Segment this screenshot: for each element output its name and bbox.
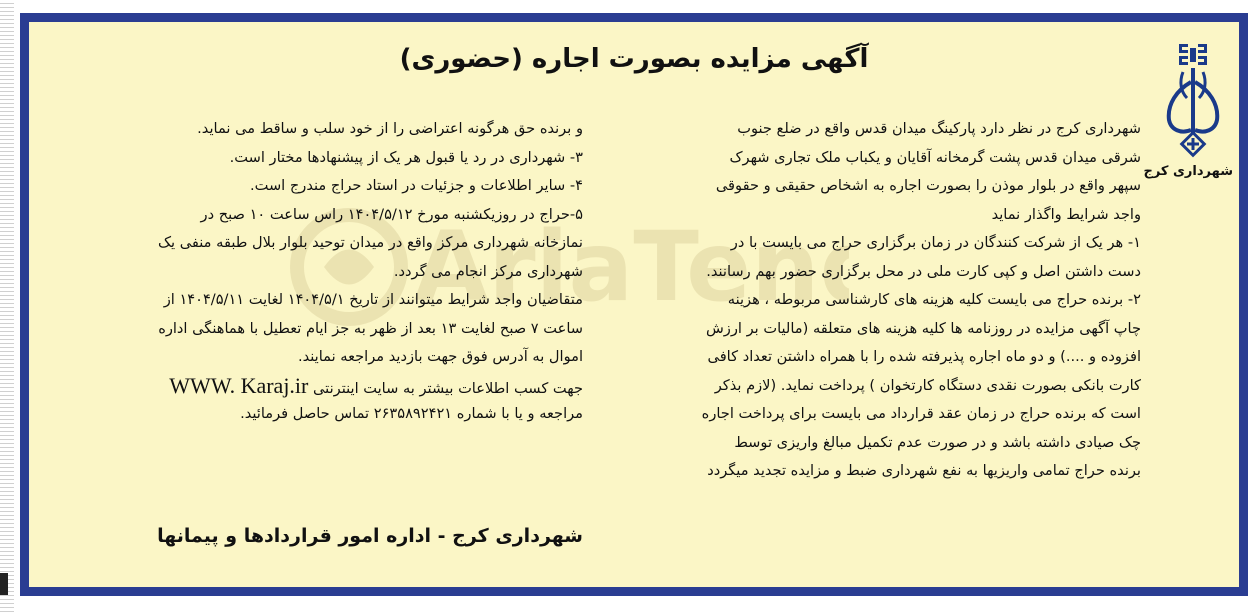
right-line: افزوده و ....) و دو ماه اجاره پذیرفته شده را با همراه داشتن تعداد کافی [707,348,1141,365]
ad-title: آگهی مزایده بصورت اجاره (حضوری) [399,44,869,74]
municipality-logo [1143,42,1233,179]
ad-frame [20,13,1248,596]
left-line: ۵-حراج در روزیکشنبه مورخ ۱۴۰۴/۵/۱۲ راس ساعت ۱۰ صبح در [200,205,583,223]
left-line: نمازخانه شهرداری مرکز واقع در میدان توحید بلوار بلال طبقه منفی یک [157,234,583,251]
right-line: شهرداری کرج در نظر دارد پارکینگ میدان قدس واقع در ضلع جنوب [737,120,1141,137]
left-line: ساعت ۷ صبح لغایت ۱۳ بعد از ظهر به جز ایام تعطیل با هماهنگی اداره [158,319,583,337]
right-line: سپهر واقع در بلوار موذن را بصورت اجاره به اشخاص حقیقی و حقوقی [715,177,1141,194]
right-line: شرقی میدان قدس پشت گرمخانه آقایان و یکباب ملک تجاری شهرک [729,148,1141,166]
left-line: شهرداری مرکز انجام می گردد. [393,262,583,280]
right-line: ۲- برنده حراج می بایست کلیه هزینه های کارشناسی مربوطه ، هزینه [727,291,1141,308]
right-line: واجد شرایط واگذار نماید [991,205,1141,223]
ad-body [29,22,1239,587]
left-column [63,115,583,429]
logo-caption: شهرداری کرج [1143,164,1233,179]
karaj-emblem-icon [1161,42,1225,162]
edge-mark [0,573,8,595]
right-line: دست داشتن اصل و کپی کارت ملی در محل برگزاری حضور بهم رسانند. [706,262,1141,280]
website-text: جهت کسب اطلاعات بیشتر به سایت اینترنتی [313,379,583,397]
right-column [643,115,1141,486]
left-line: ۴- سایر اطلاعات و جزئیات در استاد حراج مندرج است. [249,177,583,194]
signature: شهرداری کرج - اداره امور قراردادها و پیمانها [157,525,583,547]
right-line: چاپ آگهی مزایده در روزنامه ها کلیه هزینه های متعلقه (مالیات بر ارزش [705,319,1141,337]
left-line: و برنده حق هرگونه اعتراضی را از خود سلب و ساقط می نماید. [197,120,583,137]
left-line: ۳- شهرداری در رد یا قبول هر یک از پیشنهادها مختار است. [229,148,583,166]
right-line: ۱- هر یک از شرکت کنندگان در زمان برگزاری حراج می بایست با در [730,234,1141,251]
left-line: متقاضیان واجد شرایط میتوانند از تاریخ ۱۴۰۴/۵/۱ لغایت ۱۴۰۴/۵/۱۱ از [163,291,583,308]
right-line: کارت بانکی بصورت نقدی دستگاه کارتخوان ) پرداخت نماید. (لازم بذکر [714,376,1141,394]
watermark-text: AriaTen [414,211,820,323]
website-link[interactable]: WWW. Karaj.ir [169,372,309,398]
contact-line: مراجعه و یا با شماره ۲۶۳۵۸۹۲۴۲۱ تماس حاصل فرمائید. [240,405,583,422]
page-edge-strip [0,0,14,613]
left-line: اموال به آدرس فوق جهت بازدید مراجعه نمایند. [297,348,583,365]
right-line: چک صیادی داشته باشد و در صورت عدم تکمیل مبالغ واریزی توسط [734,433,1141,451]
right-line: برنده حراج تمامی واریزیها به نفع شهرداری ضبط و مزایده تجدید میگردد [707,462,1141,479]
website-line [63,372,583,401]
right-line: است که برنده حراج در زمان عقد قرارداد می بایست برای پرداخت اجاره [701,405,1141,422]
